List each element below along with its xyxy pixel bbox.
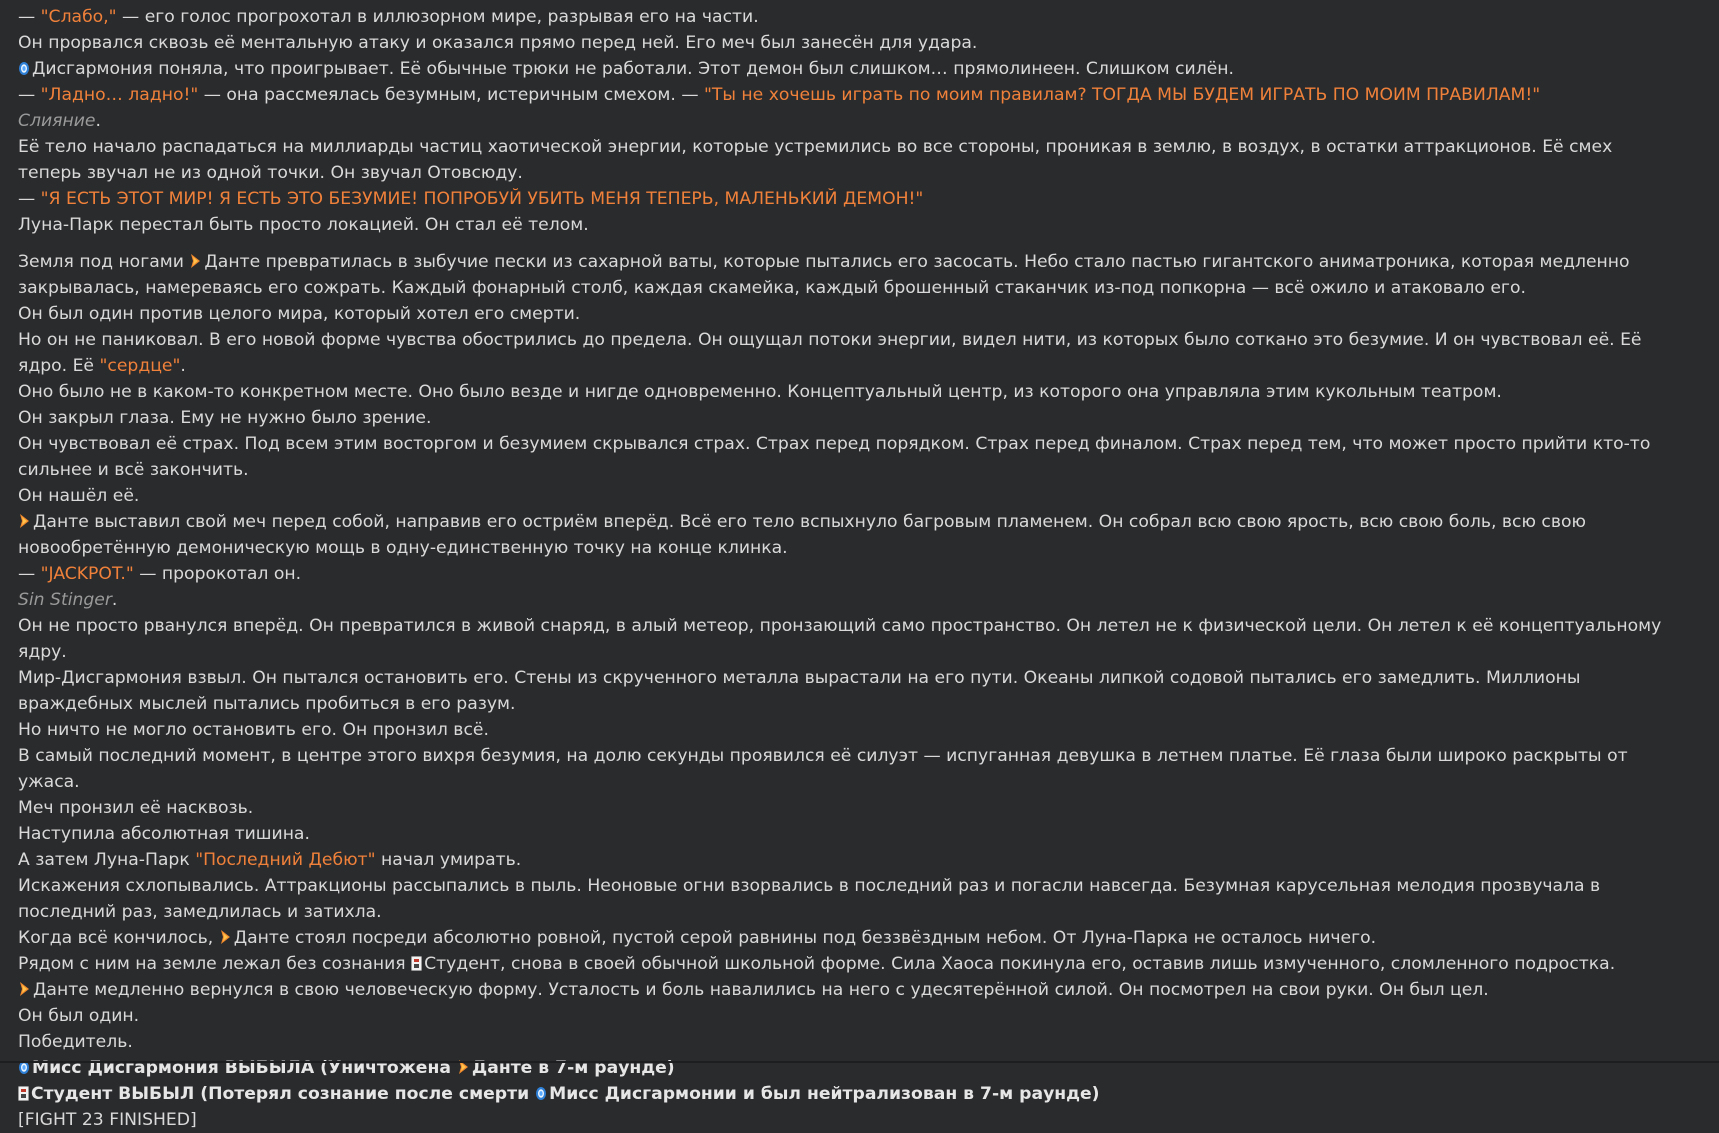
skill-name: Sin Stinger. [18, 587, 1679, 613]
paragraph: Луна-Парк перестал быть просто локацией. Он стал её телом. [18, 212, 1679, 238]
paragraph: — "JACKPOT." — пророкотал он. [18, 561, 1679, 587]
paragraph: Он был один против целого мира, который хотел его смерти. [18, 301, 1679, 327]
paragraph: Когда всё кончилось, Данте стоял посреди абсолютно ровной, пустой серой равнины под беззвёздным небом. От Луна-Парка не осталось ничего. [18, 925, 1679, 951]
paragraph: Данте выставил свой меч перед собой, направив его остриём вперёд. Всё его тело вспыхнуло багровым пламенем. Он собрал всю свою ярость, всю свою боль, всю свою новообретённую демоническую мощь в одну-единственную точку на конце клинка. [18, 509, 1679, 561]
paragraph: Победитель. [18, 1029, 1679, 1055]
fight-status: [FIGHT 23 FINISHED] [18, 1107, 1679, 1133]
paragraph: — "Ладно… ладно!" — она рассмеялась безумным, истеричным смехом. — "Ты не хочешь играть по моим правилам? ТОГДА МЫ БУДЕМ ИГРАТЬ ПО МОИМ ПРАВИЛАМ!" [18, 82, 1679, 108]
paragraph: Он не просто рванулся вперёд. Он превратился в живой снаряд, в алый метеор, пронзающий само пространство. Он летел не к физической цели. Он летел к её концептуальному ядру. [18, 613, 1679, 665]
paragraph: Он прорвался сквозь её ментальную атаку и оказался прямо перед ней. Его меч был занесён для удара. [18, 30, 1679, 56]
flame-arrow-icon [189, 253, 202, 269]
paragraph: — "Я ЕСТЬ ЭТОТ МИР! Я ЕСТЬ ЭТО БЕЗУМИЕ! ПОПРОБУЙ УБИТЬ МЕНЯ ТЕПЕРЬ, МАЛЕНЬКИЙ ДЕМОН!" [18, 186, 1679, 212]
paragraph: А затем Луна-Парк "Последний Дебют" начал умирать. [18, 847, 1679, 873]
paragraph: Мир-Дисгармония взвыл. Он пытался остановить его. Стены из скрученного металла вырастали на его пути. Океаны липкой содовой пытались его замедлить. Миллионы враждебных мыслей пытались пробиться в его разум. [18, 665, 1679, 717]
elimination-line: Мисс Дисгармония ВЫБЫЛА (Уничтожена Данте в 7-м раунде) [18, 1055, 1679, 1081]
paragraph: Он закрыл глаза. Ему не нужно было зрение. [18, 405, 1679, 431]
card-icon [18, 1086, 29, 1101]
flame-arrow-icon [18, 981, 31, 997]
paragraph: Оно было не в каком-то конкретном месте. Оно было везде и нигде одновременно. Концептуальный центр, из которого она управляла этим кукольным театром. [18, 379, 1679, 405]
paragraph: Рядом с ним на земле лежал без сознания Студент, снова в своей обычной школьной форме. Сила Хаоса покинула его, оставив лишь измученного, сломленного подростка. [18, 951, 1679, 977]
card-icon [411, 956, 422, 971]
paragraph: Он чувствовал её страх. Под всем этим восторгом и безумием скрывался страх. Страх перед порядком. Страх перед финалом. Страх перед тем, что может просто прийти кто-то сильнее и всё закончить. [18, 431, 1679, 483]
paragraph: Данте медленно вернулся в свою человеческую форму. Усталость и боль навалились на него с удесятерённой силой. Он посмотрел на свои руки. Он был цел. [18, 977, 1679, 1003]
paragraph: Искажения схлопывались. Аттракционы рассыпались в пыль. Неоновые огни взорвались в последний раз и погасли навсегда. Безумная карусельная мелодия прозвучала в последний раз, замедлилась и затихла. [18, 873, 1679, 925]
quote: "JACKPOT." [41, 564, 134, 584]
quote: "Ты не хочешь играть по моим правилам? ТОГДА МЫ БУДЕМ ИГРАТЬ ПО МОИМ ПРАВИЛАМ!" [704, 85, 1540, 105]
paragraph: Земля под ногами Данте превратилась в зыбучие пески из сахарной ваты, которые пытались его засосать. Небо стало пастью гигантского аниматроника, которая медленно закрывалась, намереваясь его сожрать. Каждый фонарный столб, каждая скамейка, каждый брошенный стаканчик из-под попкорна — всё ожило и атаковало его. [18, 249, 1679, 301]
quote: "сердце" [99, 356, 180, 376]
paragraph: Но ничто не могло остановить его. Он пронзил всё. [18, 717, 1679, 743]
quote: "Слабо," [41, 7, 117, 27]
quote: "Я ЕСТЬ ЭТОТ МИР! Я ЕСТЬ ЭТО БЕЗУМИЕ! ПОПРОБУЙ УБИТЬ МЕНЯ ТЕПЕРЬ, МАЛЕНЬКИЙ ДЕМОН!" [41, 189, 924, 209]
elimination-line: Студент ВЫБЫЛ (Потерял сознание после смерти Мисс Дисгармонии и был нейтрализован в 7-м раунде) [18, 1081, 1679, 1107]
quote: "Последний Дебют" [195, 850, 375, 870]
flame-arrow-icon [219, 929, 232, 945]
paragraph: В самый последний момент, в центре этого вихря безумия, на долю секунды проявился её силуэт — испуганная девушка в летнем платье. Её глаза были широко раскрыты от ужаса. [18, 743, 1679, 795]
paragraph-gap [18, 238, 1679, 249]
paragraph: Дисгармония поняла, что проигрывает. Её обычные трюки не работали. Этот демон был слишком… прямолинеен. Слишком силён. [18, 56, 1679, 82]
skill-name: Слияние. [18, 108, 1679, 134]
quote: "Ладно… ладно!" [41, 85, 199, 105]
paragraph: Он нашёл её. [18, 483, 1679, 509]
paragraph: — "Слабо," — его голос прогрохотал в иллюзорном мире, разрывая его на части. [18, 4, 1679, 30]
blue-gem-icon [535, 1085, 547, 1101]
blue-gem-icon [18, 60, 30, 76]
paragraph: Он был один. [18, 1003, 1679, 1029]
paragraph: Наступила абсолютная тишина. [18, 821, 1679, 847]
flame-arrow-icon [18, 513, 31, 529]
paragraph: Её тело начало распадаться на миллиарды частиц хаотической энергии, которые устремились во все стороны, проникая в землю, в воздух, в остатки аттракционов. Её смех теперь звучал не из одной точки. Он звучал Отовсюду. [18, 134, 1679, 186]
paragraph: Но он не паниковал. В его новой форме чувства обострились до предела. Он ощущал потоки энергии, видел нити, из которых было соткано это безумие. И он чувствовал её. Её ядро. Её "сердце". [18, 327, 1679, 379]
paragraph: Меч пронзил её насквозь. [18, 795, 1679, 821]
